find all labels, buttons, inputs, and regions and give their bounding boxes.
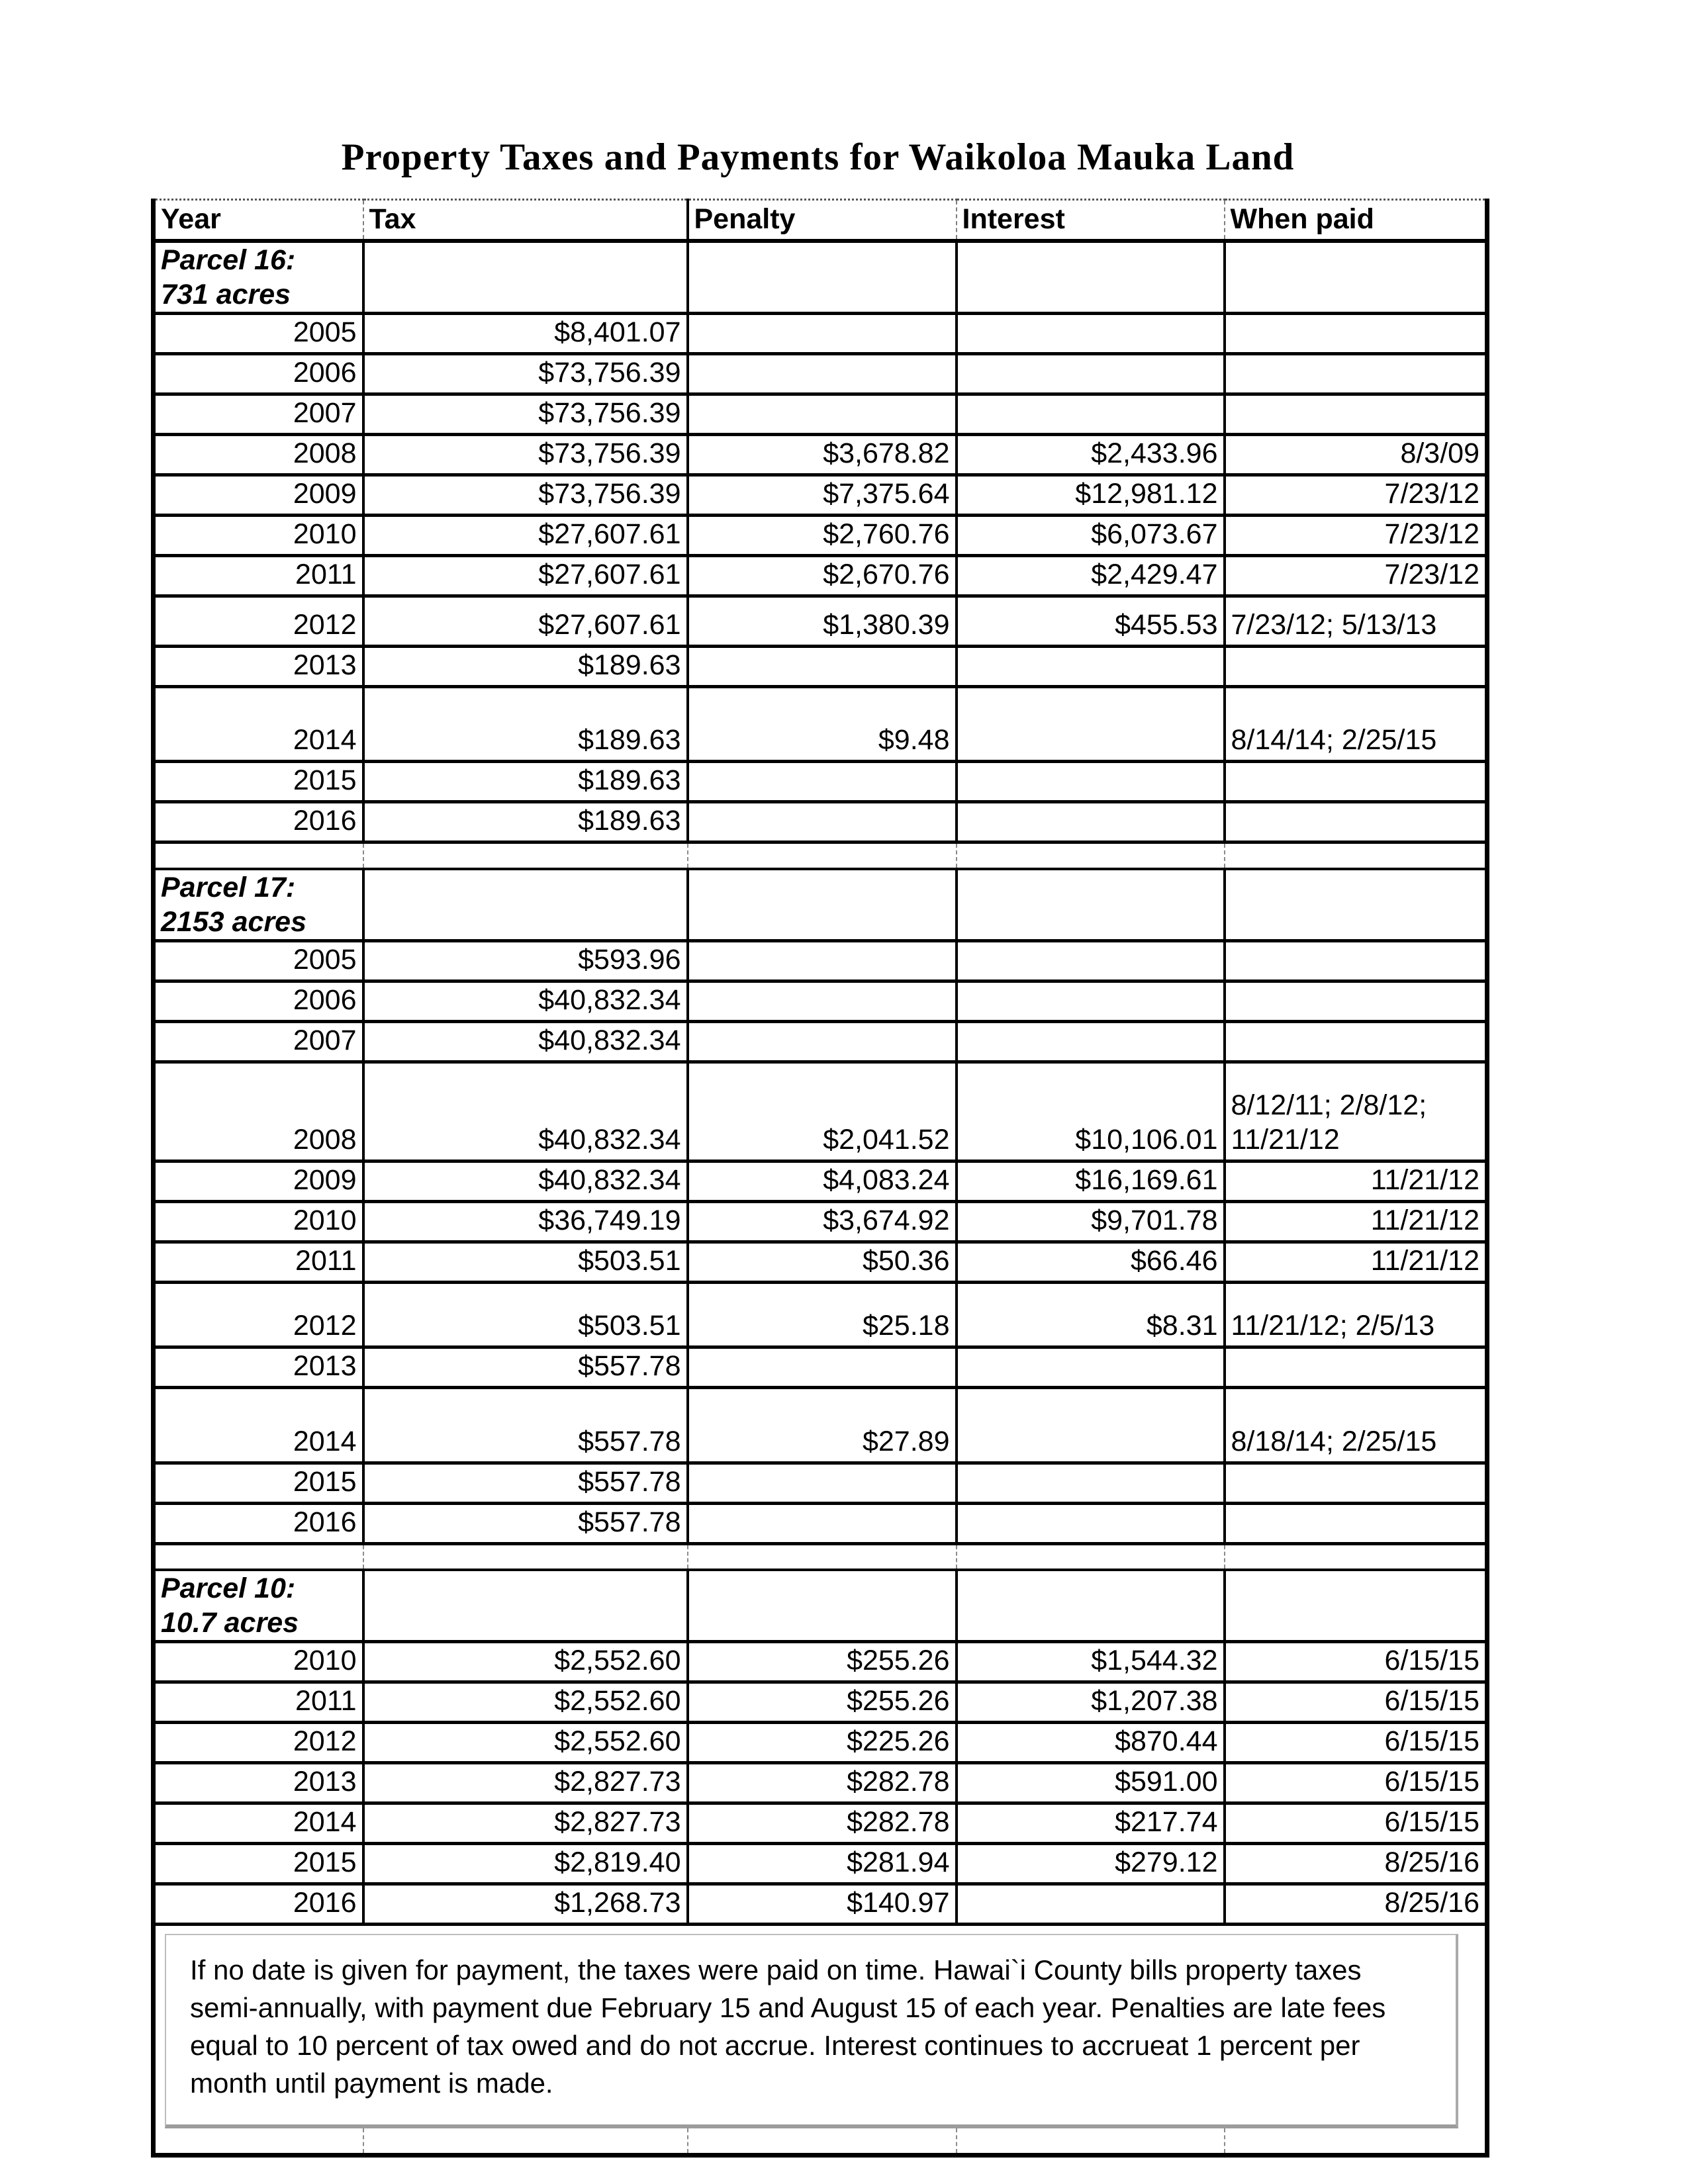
spacer-cell: [154, 842, 363, 869]
table-body: [154, 241, 1487, 2155]
header-interest: Interest: [957, 200, 1225, 242]
year-cell: 2005: [154, 940, 363, 981]
when-paid-cell: [1225, 802, 1487, 842]
table-row: [154, 1347, 1487, 1387]
interest-cell: [957, 762, 1225, 802]
table-row: [154, 1682, 1487, 1723]
interest-cell: [957, 1387, 1225, 1463]
penalty-cell: [688, 1463, 957, 1503]
year-cell: 2014: [154, 1387, 363, 1463]
when-paid-cell: [1225, 1347, 1487, 1387]
when-paid-cell: 11/21/12: [1225, 1161, 1487, 1201]
table-row: [154, 354, 1487, 394]
when-paid-cell: 6/15/15: [1225, 1803, 1487, 1844]
when-paid-cell: 8/25/16: [1225, 1884, 1487, 1925]
penalty-cell: $282.78: [688, 1763, 957, 1803]
when-paid-cell: 8/14/14; 2/25/15: [1225, 687, 1487, 762]
table-row: [154, 1884, 1487, 1925]
interest-cell: $2,433.96: [957, 435, 1225, 475]
interest-cell: $870.44: [957, 1723, 1225, 1763]
parcel-label-cell: [154, 241, 363, 314]
penalty-cell: $2,760.76: [688, 516, 957, 556]
interest-cell: [957, 940, 1225, 981]
interest-cell: $66.46: [957, 1242, 1225, 1282]
penalty-cell: [688, 940, 957, 981]
penalty-cell: $281.94: [688, 1844, 957, 1884]
tax-cell: $73,756.39: [363, 475, 688, 516]
table-row: [154, 516, 1487, 556]
table-row: [154, 687, 1487, 762]
interest-cell: $12,981.12: [957, 475, 1225, 516]
penalty-cell: [688, 1503, 957, 1543]
tax-cell: $2,819.40: [363, 1844, 688, 1884]
tax-cell: $36,749.19: [363, 1201, 688, 1242]
penalty-cell: $1,380.39: [688, 596, 957, 647]
interest-cell: [957, 802, 1225, 842]
header-when-paid: When paid: [1225, 200, 1487, 242]
header-year: Year: [154, 200, 363, 242]
parcel-label-cell: [154, 1570, 363, 1642]
penalty-cell: $140.97: [688, 1884, 957, 1925]
tax-cell: $503.51: [363, 1282, 688, 1347]
year-cell: 2009: [154, 475, 363, 516]
spacer-cell: [1225, 1543, 1487, 1570]
table-row: [154, 1642, 1487, 1682]
parcel-header-row: [154, 869, 1487, 941]
year-cell: 2012: [154, 1282, 363, 1347]
interest-cell: $217.74: [957, 1803, 1225, 1844]
spacer-cell: [957, 1543, 1225, 1570]
penalty-cell: [688, 1021, 957, 1062]
table-row: [154, 1021, 1487, 1062]
penalty-cell: $282.78: [688, 1803, 957, 1844]
tax-cell: $189.63: [363, 687, 688, 762]
when-paid-cell: [1225, 981, 1487, 1021]
tax-cell: $593.96: [363, 940, 688, 981]
year-cell: 2009: [154, 1161, 363, 1201]
year-cell: 2016: [154, 802, 363, 842]
parcel-label-cell: [154, 869, 363, 941]
year-cell: 2016: [154, 1503, 363, 1543]
spacer-cell: [154, 1543, 363, 1570]
empty-cell: [1225, 241, 1487, 314]
year-cell: 2013: [154, 1763, 363, 1803]
spacer-cell: [1225, 842, 1487, 869]
table-row: [154, 940, 1487, 981]
interest-cell: $2,429.47: [957, 556, 1225, 596]
year-cell: 2014: [154, 687, 363, 762]
interest-cell: $16,169.61: [957, 1161, 1225, 1201]
interest-cell: [957, 394, 1225, 435]
when-paid-cell: 11/21/12; 2/5/13: [1225, 1282, 1487, 1347]
parcel-acreage: 731 acres: [161, 279, 291, 310]
when-paid-cell: 6/15/15: [1225, 1682, 1487, 1723]
penalty-cell: [688, 354, 957, 394]
year-cell: 2007: [154, 1021, 363, 1062]
when-paid-cell: 8/18/14; 2/25/15: [1225, 1387, 1487, 1463]
spacer-cell: [957, 842, 1225, 869]
spacer-row: [154, 842, 1487, 869]
empty-cell: [688, 241, 957, 314]
property-tax-table: [151, 199, 1489, 2158]
tax-cell: $40,832.34: [363, 1161, 688, 1201]
empty-cell: [363, 241, 688, 314]
spacer-cell: [363, 1543, 688, 1570]
year-cell: 2006: [154, 981, 363, 1021]
tax-cell: $40,832.34: [363, 1021, 688, 1062]
table-row: [154, 647, 1487, 687]
when-paid-cell: [1225, 354, 1487, 394]
table-row: [154, 1387, 1487, 1463]
year-cell: 2006: [154, 354, 363, 394]
interest-cell: $10,106.01: [957, 1062, 1225, 1161]
footnote-row: [154, 1925, 1487, 2129]
when-paid-cell: 6/15/15: [1225, 1763, 1487, 1803]
when-paid-cell: 7/23/12: [1225, 475, 1487, 516]
penalty-cell: $2,670.76: [688, 556, 957, 596]
penalty-cell: $25.18: [688, 1282, 957, 1347]
empty-cell: [688, 869, 957, 941]
footnote: If no date is given for payment, the taxes were paid on time. Hawai`i County bills property taxes semi-annually, with payment due February 15 and August 15 of each year. Penalties are late fees equal to 10 percent of tax owed and do not accrue. Interest continues to accrueat 1 percent per month until payment is made.: [165, 1934, 1458, 2128]
year-cell: 2014: [154, 1803, 363, 1844]
year-cell: 2007: [154, 394, 363, 435]
tax-cell: $8,401.07: [363, 314, 688, 354]
when-paid-cell: 11/21/12: [1225, 1201, 1487, 1242]
table-row: [154, 435, 1487, 475]
parcel-header-row: [154, 241, 1487, 314]
year-cell: 2015: [154, 762, 363, 802]
year-cell: 2011: [154, 1242, 363, 1282]
parcel-number: Parcel 10:: [161, 1572, 296, 1604]
spacer-cell: [154, 2128, 363, 2155]
tax-cell: $2,827.73: [363, 1763, 688, 1803]
year-cell: 2008: [154, 1062, 363, 1161]
interest-cell: [957, 354, 1225, 394]
table-row: [154, 802, 1487, 842]
tax-cell: $557.78: [363, 1463, 688, 1503]
when-paid-cell: 11/21/12: [1225, 1242, 1487, 1282]
interest-cell: [957, 1347, 1225, 1387]
table-header: [154, 200, 1487, 242]
header-row: [154, 200, 1487, 242]
when-paid-cell: 7/23/12; 5/13/13: [1225, 596, 1487, 647]
tax-cell: $2,552.60: [363, 1723, 688, 1763]
table-row: [154, 1282, 1487, 1347]
parcel-header-row: [154, 1570, 1487, 1642]
penalty-cell: [688, 981, 957, 1021]
tax-cell: $40,832.34: [363, 1062, 688, 1161]
footnote-cell: [154, 1925, 1487, 2129]
interest-cell: [957, 1021, 1225, 1062]
when-paid-cell: [1225, 394, 1487, 435]
table-row: [154, 556, 1487, 596]
empty-cell: [688, 1570, 957, 1642]
year-cell: 2011: [154, 556, 363, 596]
year-cell: 2012: [154, 1723, 363, 1763]
interest-cell: [957, 647, 1225, 687]
interest-cell: [957, 1884, 1225, 1925]
tax-cell: $1,268.73: [363, 1884, 688, 1925]
table-row: [154, 1242, 1487, 1282]
table-row: [154, 1803, 1487, 1844]
year-cell: 2011: [154, 1682, 363, 1723]
tax-cell: $557.78: [363, 1503, 688, 1543]
when-paid-cell: [1225, 647, 1487, 687]
tax-cell: $2,552.60: [363, 1682, 688, 1723]
penalty-cell: [688, 314, 957, 354]
tax-cell: $73,756.39: [363, 394, 688, 435]
year-cell: 2015: [154, 1463, 363, 1503]
penalty-cell: $255.26: [688, 1642, 957, 1682]
interest-cell: $591.00: [957, 1763, 1225, 1803]
parcel-number: Parcel 16:: [161, 244, 296, 276]
year-cell: 2008: [154, 435, 363, 475]
header-penalty: Penalty: [688, 200, 957, 242]
table-row: [154, 1062, 1487, 1161]
year-cell: 2013: [154, 647, 363, 687]
empty-cell: [957, 869, 1225, 941]
empty-cell: [363, 869, 688, 941]
spacer-cell: [363, 2128, 688, 2155]
table-row: [154, 1723, 1487, 1763]
interest-cell: $1,544.32: [957, 1642, 1225, 1682]
penalty-cell: $9.48: [688, 687, 957, 762]
tax-cell: $73,756.39: [363, 435, 688, 475]
interest-cell: $279.12: [957, 1844, 1225, 1884]
when-paid-cell: 8/12/11; 2/8/12; 11/21/12: [1225, 1062, 1487, 1161]
table-row: [154, 1763, 1487, 1803]
when-paid-cell: [1225, 1021, 1487, 1062]
parcel-number: Parcel 17:: [161, 871, 296, 903]
penalty-cell: [688, 762, 957, 802]
tax-cell: $557.78: [363, 1347, 688, 1387]
header-tax: Tax: [363, 200, 688, 242]
tax-cell: $189.63: [363, 762, 688, 802]
tax-cell: $73,756.39: [363, 354, 688, 394]
interest-cell: $6,073.67: [957, 516, 1225, 556]
penalty-cell: [688, 802, 957, 842]
tax-cell: $189.63: [363, 647, 688, 687]
year-cell: 2010: [154, 516, 363, 556]
spacer-row: [154, 1543, 1487, 1570]
table-row: [154, 1201, 1487, 1242]
penalty-cell: $27.89: [688, 1387, 957, 1463]
when-paid-cell: [1225, 1503, 1487, 1543]
when-paid-cell: 8/3/09: [1225, 435, 1487, 475]
spacer-cell: [363, 842, 688, 869]
penalty-cell: $225.26: [688, 1723, 957, 1763]
tax-cell: $503.51: [363, 1242, 688, 1282]
parcel-acreage: 2153 acres: [161, 905, 306, 938]
penalty-cell: $2,041.52: [688, 1062, 957, 1161]
when-paid-cell: [1225, 762, 1487, 802]
when-paid-cell: 8/25/16: [1225, 1844, 1487, 1884]
penalty-cell: [688, 647, 957, 687]
year-cell: 2005: [154, 314, 363, 354]
page-title: Property Taxes and Payments for Waikoloa Mauka Land: [341, 136, 1295, 178]
spacer-cell: [1225, 2128, 1487, 2155]
tax-cell: $557.78: [363, 1387, 688, 1463]
table-row: [154, 314, 1487, 354]
penalty-cell: $4,083.24: [688, 1161, 957, 1201]
tax-cell: $2,552.60: [363, 1642, 688, 1682]
tax-cell: $40,832.34: [363, 981, 688, 1021]
interest-cell: [957, 687, 1225, 762]
when-paid-cell: 7/23/12: [1225, 556, 1487, 596]
year-cell: 2013: [154, 1347, 363, 1387]
when-paid-cell: 6/15/15: [1225, 1642, 1487, 1682]
tax-cell: $27,607.61: [363, 556, 688, 596]
interest-cell: $9,701.78: [957, 1201, 1225, 1242]
interest-cell: [957, 981, 1225, 1021]
spacer-cell: [688, 2128, 957, 2155]
table-row: [154, 1463, 1487, 1503]
spacer-cell: [688, 842, 957, 869]
tax-cell: $189.63: [363, 802, 688, 842]
interest-cell: [957, 314, 1225, 354]
empty-cell: [1225, 869, 1487, 941]
when-paid-cell: [1225, 940, 1487, 981]
tax-cell: $27,607.61: [363, 596, 688, 647]
empty-cell: [363, 1570, 688, 1642]
empty-cell: [957, 1570, 1225, 1642]
penalty-cell: $50.36: [688, 1242, 957, 1282]
when-paid-cell: 6/15/15: [1225, 1723, 1487, 1763]
spacer-cell: [957, 2128, 1225, 2155]
interest-cell: $455.53: [957, 596, 1225, 647]
penalty-cell: [688, 1347, 957, 1387]
table-row: [154, 475, 1487, 516]
when-paid-cell: [1225, 1463, 1487, 1503]
table-row: [154, 1844, 1487, 1884]
table-row: [154, 981, 1487, 1021]
year-cell: 2015: [154, 1844, 363, 1884]
table-row: [154, 762, 1487, 802]
table-row: [154, 1503, 1487, 1543]
penalty-cell: $3,678.82: [688, 435, 957, 475]
year-cell: 2012: [154, 596, 363, 647]
table-row: [154, 394, 1487, 435]
interest-cell: [957, 1463, 1225, 1503]
empty-cell: [1225, 1570, 1487, 1642]
interest-cell: $1,207.38: [957, 1682, 1225, 1723]
penalty-cell: $255.26: [688, 1682, 957, 1723]
empty-cell: [957, 241, 1225, 314]
spacer-cell: [688, 1543, 957, 1570]
year-cell: 2010: [154, 1642, 363, 1682]
table-row: [154, 1161, 1487, 1201]
interest-cell: [957, 1503, 1225, 1543]
interest-cell: $8.31: [957, 1282, 1225, 1347]
year-cell: 2010: [154, 1201, 363, 1242]
tax-cell: $2,827.73: [363, 1803, 688, 1844]
tax-cell: $27,607.61: [363, 516, 688, 556]
spacer-row: [154, 2128, 1487, 2155]
penalty-cell: $7,375.64: [688, 475, 957, 516]
table-row: [154, 596, 1487, 647]
when-paid-cell: [1225, 314, 1487, 354]
when-paid-cell: 7/23/12: [1225, 516, 1487, 556]
year-cell: 2016: [154, 1884, 363, 1925]
parcel-acreage: 10.7 acres: [161, 1607, 299, 1639]
penalty-cell: $3,674.92: [688, 1201, 957, 1242]
penalty-cell: [688, 394, 957, 435]
